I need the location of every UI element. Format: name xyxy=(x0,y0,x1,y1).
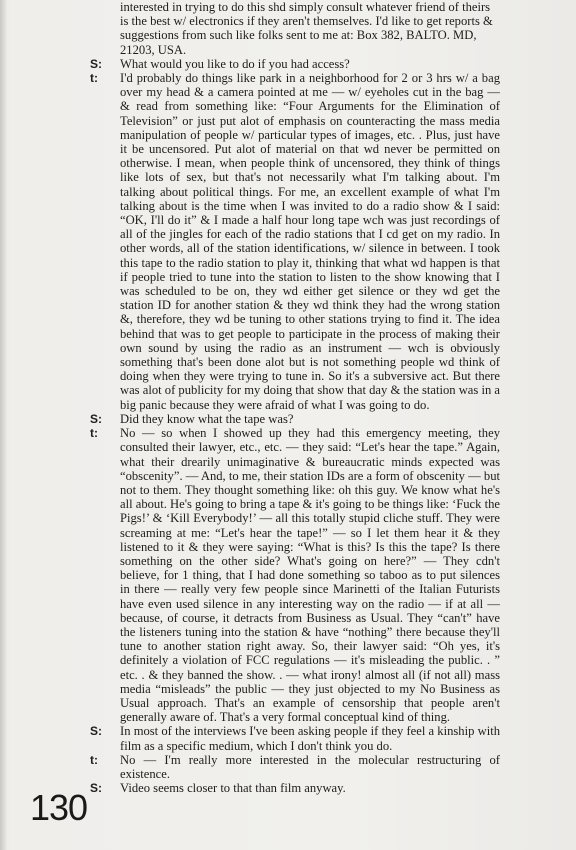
speaker-label: S: xyxy=(90,724,102,739)
speech-text: No — I'm really more interested in the molecular restructuring of existence. xyxy=(120,752,500,781)
exchange-1 xyxy=(88,57,500,71)
speaker-label: S: xyxy=(90,411,102,426)
exchange-6 xyxy=(88,753,500,781)
exchange-3 xyxy=(88,412,500,426)
speaker-label: t: xyxy=(90,71,98,86)
exchange-4 xyxy=(88,426,500,724)
speaker-label: t: xyxy=(90,752,98,767)
interview-text xyxy=(88,0,500,795)
exchange-7 xyxy=(88,781,500,795)
speaker-label: S: xyxy=(90,781,102,796)
speech-text: I'd probably do things like park in a neighborhood for 2 or 3 hrs w/ a bag over my head & a camera pointed at me — w/ eyeholes cut in the bag — & read from something like: “Four Arguments for the Elimination of Television” or just put alot of emphasis on counteracting the mass media manipulation of people w/ particular types of images, etc. . Plus, just have it be uncensored. Put alot of material on that wd never be permitted on otherwise. I mean, when people think of uncensored, they think of things like lots of sex, but that's not necessarily what I'm talking about. I'm talking about political things. For me, an excellent example of what I'm talking about is the time when I was invited to do a radio show & I said: “OK, I'll do it” & I made a half hour long tape wch was just recordings of all of the jingles for each of the radio stations that I cd get on my radio. In other words, all of the station identifications, w/ silence in between. I took this tape to the radio station to play it, thinking that what wd happen is that if people tried to tune into the station to listen to the show knowing that I was scheduled to be on, they wd either get silence or they wd get the station ID for another station & they wd think they had the wrong station &, therefore, they wd be tuning to other stations trying to find it. The idea behind that was to get people to participate in the process of making their own sound by using the radio as an instrument — wch is obviously something that's been done alot but is not something people wd think of doing when they were trying to tune in. So it's a subversive act. But there was alot of publicity for my doing that show that day & the station was in a big panic because they were afraid of what I was going to do. xyxy=(120,71,500,412)
exchange-2 xyxy=(88,71,500,412)
speaker-label: t: xyxy=(90,426,98,441)
exchange-5 xyxy=(88,724,500,752)
speech-text: In most of the interviews I've been asking people if they feel a kinship with film as a specific medium, which I don't think you do. xyxy=(120,724,500,753)
page-number: 130 xyxy=(30,787,88,828)
page-binding-shadow xyxy=(0,0,6,850)
speech-text: Video seems closer to that than film anyway. xyxy=(120,781,346,796)
speech-text: No — so when I showed up they had this emergency meeting, they consulted their lawyer, etc., etc. — they said: “Let's hear the tape.” Again, what their drearily unimaginative & bureaucratic minds expected was “obscenity”. — And, to me, their station IDs are a form of obscenity — but not to them. They thought something like: oh this guy. We know what he's all about. He's going to bring a tape & it's going to be things like: ‘Fuck the Pigs!’ & ‘Kill Everybody!’ — all this totally stupid cliche stuff. They were screaming at me: “Let's hear the tape!” — so I let them hear it & they listened to it & they were saying: “What is this? Is this the tape? Is there something on the other side? What's going on here?” — They cdn't believe, for 1 thing, that I had done something so taboo as to put silences in there — really very few people since Marinetti of the Italian Futurists have even used silence in any interesting way on the radio — if at all — because, of course, it detracts from Business as Usual. They “can't” have the listeners tuning into the station & have “nothing” there because they'll tune to another station right away. So, their lawyer said: “Oh yes, it's definitely a violation of FCC regulations — it's misleading the public. . ” etc. . & they banned the show. . — what irony! almost all (if not all) mass media “misleads” the public — they just objected to my No Business as Usual approach. That's an example of censorship that people aren't generally aware of. That's a very formal conceptual kind of thing. xyxy=(120,426,500,725)
speech-text: What would you like to do if you had access? xyxy=(120,56,350,71)
speaker-label: S: xyxy=(90,56,102,71)
intro-paragraph: interested in trying to do this shd simply consult whatever friend of theirs is the best w/ electronics if they aren't themselves. I'd like to get reports & suggestions from such like folks sent to me at: Box 382, BALTO. MD, 21203, USA. xyxy=(120,0,493,57)
speech-text: Did they know what the tape was? xyxy=(120,411,294,426)
